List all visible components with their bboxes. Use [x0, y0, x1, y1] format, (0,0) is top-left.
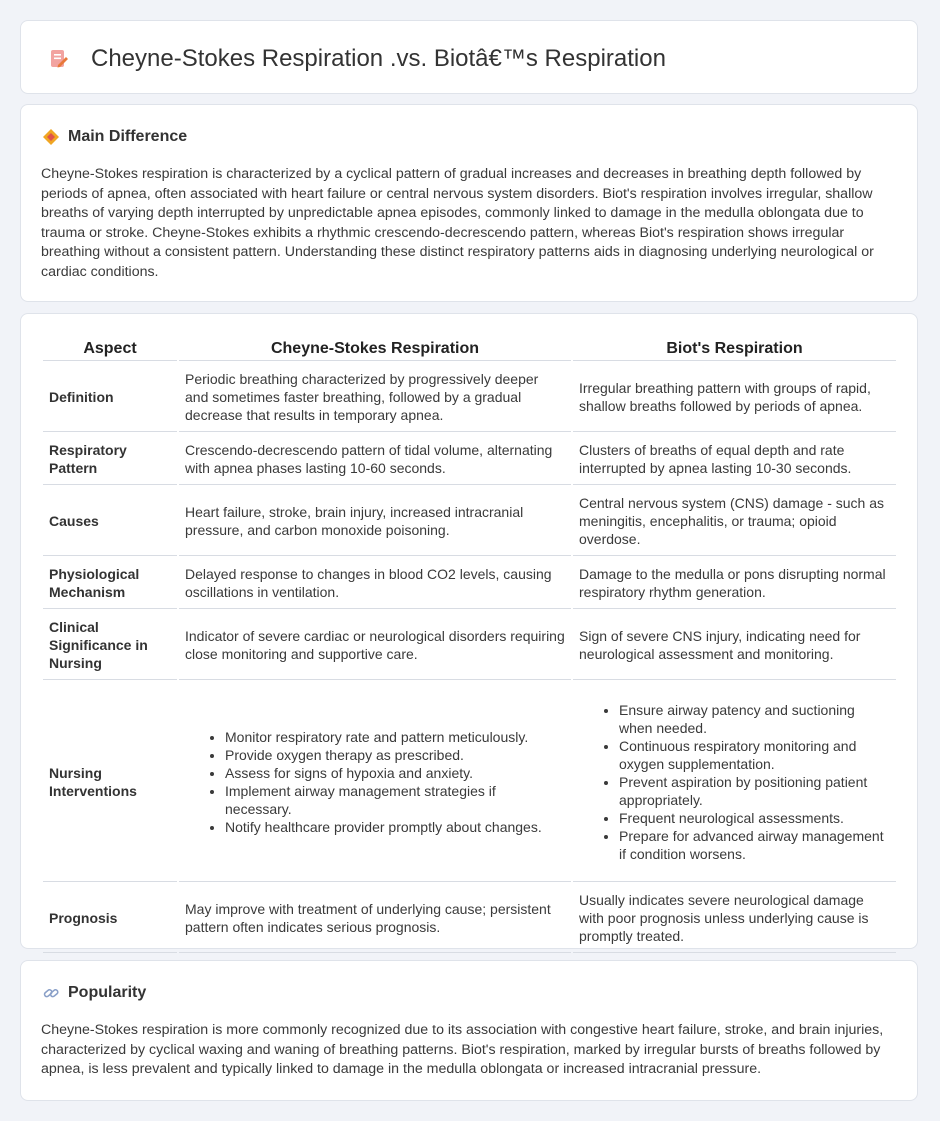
list-item: • Prevent aspiration by positioning patient appropriately. — [619, 773, 890, 809]
table-row — [43, 487, 896, 556]
biot-cell — [573, 682, 896, 882]
biot-cell: Usually indicates severe neurological damage with poor prognosis unless underlying cause is promptly treated. — [573, 884, 896, 953]
table-row — [43, 558, 896, 609]
table-row — [43, 363, 896, 432]
row-aspect: Clinical Significance in Nursing — [43, 611, 177, 680]
biot-cell: Clusters of breaths of equal depth and rate interrupted by apnea lasting 10-30 seconds. — [573, 434, 896, 485]
biot-interventions-list — [579, 701, 890, 863]
table-row — [43, 682, 896, 882]
main-difference-heading: Main Difference — [68, 128, 188, 145]
header-cheyne-stokes: Cheyne-Stokes Respiration — [179, 336, 571, 361]
table-row — [43, 884, 896, 953]
cheyne-cell — [179, 682, 571, 882]
row-aspect: Definition — [43, 363, 177, 432]
biot-cell: Sign of severe CNS injury, indicating need for neurological assessment and monitoring. — [573, 611, 896, 680]
list-item: • Implement airway management strategies if necessary. — [225, 782, 565, 818]
row-aspect: Respiratory Pattern — [43, 434, 177, 485]
biot-cell: Irregular breathing pattern with groups of rapid, shallow breaths followed by periods of apnea. — [573, 363, 896, 432]
list-item: • Frequent neurological assessments. — [619, 809, 890, 827]
cheyne-cell: Heart failure, stroke, brain injury, increased intracranial pressure, and carbon monoxide poisoning. — [179, 487, 571, 556]
list-item: • Assess for signs of hypoxia and anxiety. — [225, 764, 565, 782]
header-biot: Biot's Respiration — [573, 336, 896, 361]
header-aspect: Aspect — [43, 336, 177, 361]
list-item: • Monitor respiratory rate and pattern meticulously. — [225, 728, 565, 746]
comparison-table-card — [20, 313, 918, 949]
biot-cell: Damage to the medulla or pons disrupting normal respiratory rhythm generation. — [573, 558, 896, 609]
main-difference-text: Cheyne-Stokes respiration is characterized by a cyclical pattern of gradual increases and decreases in breathing depth followed by periods of apnea, often associated with heart failure or central nervous system disorders. Biot's respiration involves irregular, shallow breaths of varying depth interrupted by unpredictable apnea episodes, commonly linked to damage in the medulla oblongata due to trauma or stroke. Cheyne-Stokes exhibits a rhythmic crescendo-decrescendo pattern, whereas Biot's respiration shows irregular breathing without a consistent pattern. Understanding these distinct respiratory patterns aids in diagnosing underlying neurological or cardiac conditions. — [41, 166, 874, 280]
table-header-row — [43, 336, 896, 361]
diamond-icon — [42, 128, 60, 146]
cheyne-cell: Indicator of severe cardiac or neurological disorders requiring close monitoring and supportive care. — [179, 611, 571, 680]
row-aspect: Nursing Interventions — [43, 682, 177, 882]
row-aspect: Prognosis — [43, 884, 177, 953]
list-item: • Continuous respiratory monitoring and oxygen supplementation. — [619, 737, 890, 773]
cheyne-cell: May improve with treatment of underlying cause; persistent pattern often indicates serious prognosis. — [179, 884, 571, 953]
main-difference-section — [20, 104, 918, 302]
table-row — [43, 434, 896, 485]
popularity-section — [20, 960, 918, 1101]
row-aspect: Causes — [43, 487, 177, 556]
page-title: Cheyne-Stokes Respiration .vs. Biotâ€™s Respiration — [91, 45, 666, 72]
list-item: • Notify healthcare provider promptly about changes. — [225, 818, 565, 836]
biot-cell: Central nervous system (CNS) damage - such as meningitis, encephalitis, or trauma; opioid overdose. — [573, 487, 896, 556]
table-row — [43, 611, 896, 680]
row-aspect: Physiological Mechanism — [43, 558, 177, 609]
list-item: • Prepare for advanced airway management if condition worsens. — [619, 827, 890, 863]
cheyne-cell: Periodic breathing characterized by progressively deeper and sometimes faster breathing, followed by a gradual decrease that results in temporary apnea. — [179, 363, 571, 432]
document-edit-icon — [48, 48, 70, 70]
list-item: • Ensure airway patency and suctioning when needed. — [619, 701, 890, 737]
title-card — [20, 20, 918, 94]
cheyne-interventions-list — [185, 728, 565, 836]
cheyne-cell: Crescendo-decrescendo pattern of tidal volume, alternating with apnea phases lasting 10-60 seconds. — [179, 434, 571, 485]
list-item: • Provide oxygen therapy as prescribed. — [225, 746, 565, 764]
comparison-table — [41, 334, 898, 955]
popularity-text: Cheyne-Stokes respiration is more commonly recognized due to its association with congestive heart failure, stroke, and brain injuries, characterized by cyclical waxing and waning of breathing patterns. Biot's respiration, marked by irregular bursts of breaths followed by apnea, is less prevalent and typically linked to damage in the medulla oblongata or increased intracranial pressure. — [41, 1022, 884, 1077]
link-icon — [42, 984, 60, 1002]
popularity-heading: Popularity — [68, 984, 147, 1001]
cheyne-cell: Delayed response to changes in blood CO2 levels, causing oscillations in ventilation. — [179, 558, 571, 609]
